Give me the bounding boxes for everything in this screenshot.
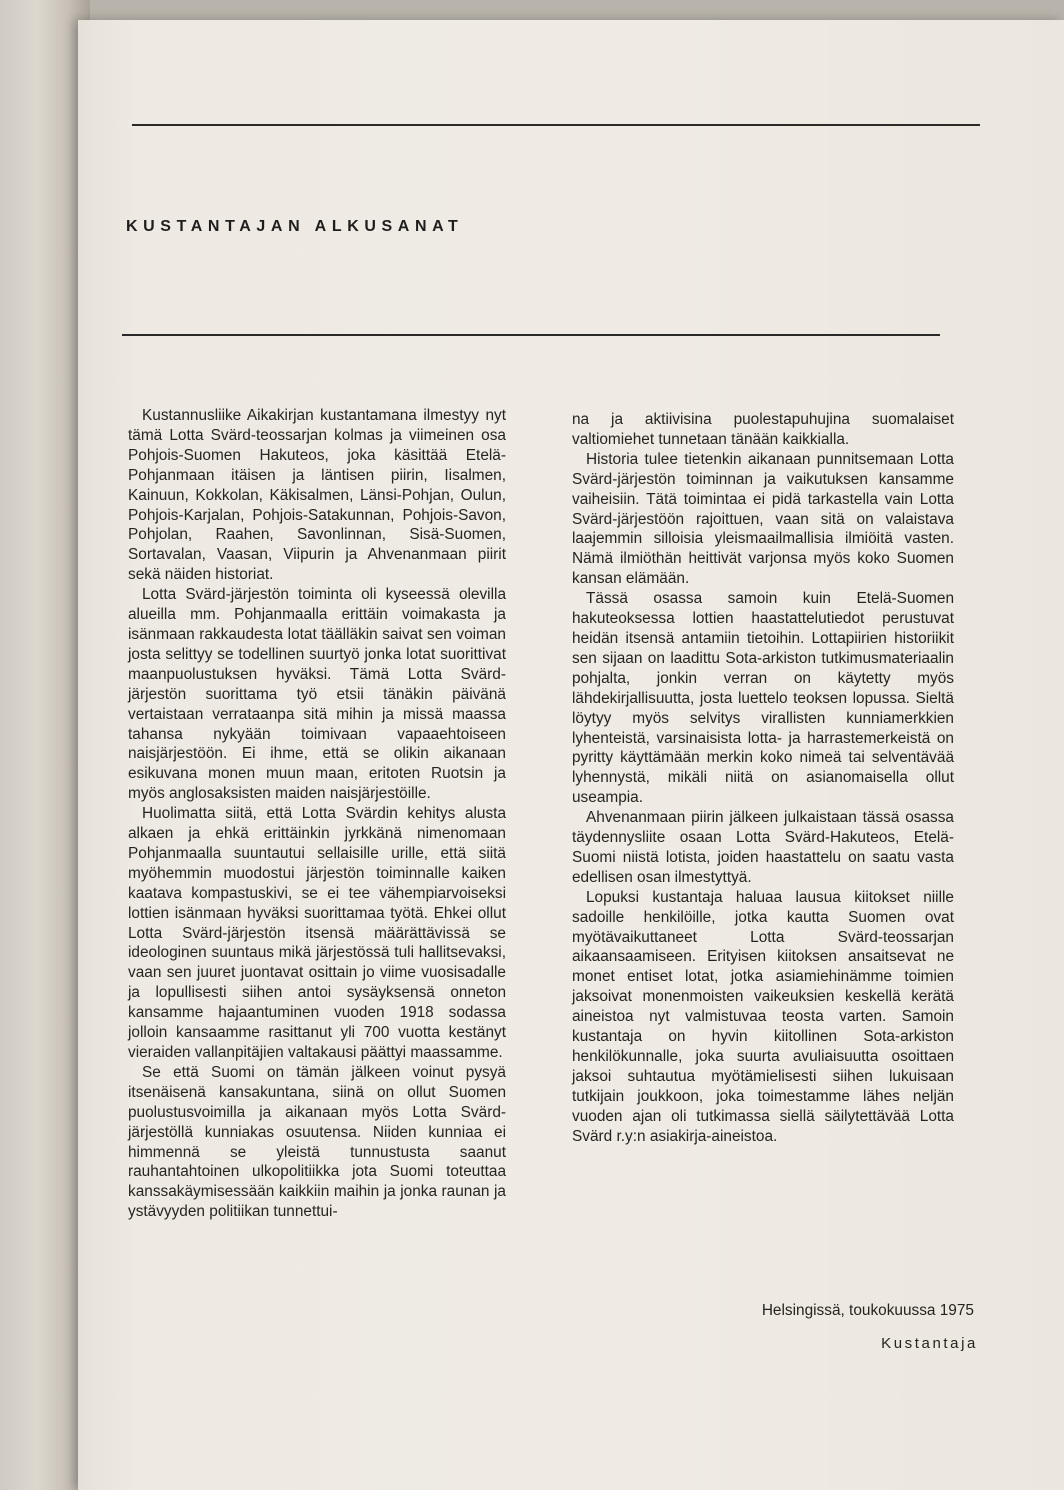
paragraph: Ahvenanmaan piirin jälkeen julkaistaan tässä osassa täydennysliite osaan Lotta Svärd-Hakuteos, Etelä-Suomi niistä lotista, joiden haastattelu on saatu vasta edellisen osan ilmestyttyä. — [572, 809, 954, 886]
paragraph: Huolimatta siitä, että Lotta Svärdin kehitys alusta alkaen ja ehkä erittäinkin jyrkkänä nimenomaan Pohjanmaalla suuntautui sellaisille urille, että siitä myöhemmin muodostui järjestön toiminnalle kaiken kaatava kompastuskivi, se ei tee vähempiarvoiseksi lottien isänmaan hyväksi suorittamaa työtä. Ehkei ollut Lotta Svärd-järjestön itsensä määrättävissä se ideologinen suuntaus mikä järjestössä tuli hallitsevaksi, vaan sen juuret juontavat osittain jo viime vuosisadalle ja lopullisesti siihen antoi sysäyksensä onneton kansamme hajaantuminen vuoden 1918 sodassa jolloin kansaamme rasittanut yli 700 vuotta kestänyt vieraiden vallanpitäjien valtakausi päättyi maassamme. — [128, 805, 506, 1061]
signature-place-date: Helsingissä, toukokuussa 1975 — [761, 1302, 974, 1319]
page-heading: KUSTANTAJAN ALKUSANAT — [126, 218, 464, 235]
paragraph: Tässä osassa samoin kuin Etelä-Suomen hakuteoksessa lottien haastattelutiedot perustuvat heidän itsensä antamiin tietoihin. Lottapiirien historiikit sen sijaan on laadittu Sota-arkiston tutkimusmateriaalin pohjalta, jonkin verran on käytetty myös lähdekirjallisuutta, josta luettelo teoksen lopussa. Sieltä löytyy myös selvitys virallisten kunniamerkkien lyhenteistä, varsinaisista lotta- ja harrastemerkeistä on pyritty käyttämään merkin koko nimeä tai selventävää lyhennystä, mikäli niitä on asianomaisella ollut useampia. — [572, 590, 954, 807]
right-column — [572, 410, 954, 1147]
paragraph: Kustannusliike Aikakirjan kustantamana ilmestyy nyt tämä Lotta Svärd-teossarjan kolmas ja viimeinen osa Pohjois-Suomen Hakuteos, joka käsittää Etelä-Pohjanmaan itäisen ja läntisen piirin, Iisalmen, Kainuun, Kokkolan, Käkisalmen, Länsi-Pohjan, Oulun, Pohjois-Karjalan, Pohjois-Satakunnan, Pohjois-Savon, Pohjolan, Raahen, Savonlinnan, Sisä-Suomen, Sortavalan, Vaasan, Viipurin ja Ahvenanmaan piirit sekä näiden historiat. — [128, 407, 506, 584]
top-rule — [132, 124, 980, 126]
paragraph: na ja aktiivisina puolestapuhujina suomalaiset valtiomiehet tunnetaan tänään kaikkialla. — [572, 411, 954, 448]
bottom-rule — [122, 334, 940, 336]
paragraph: Lopuksi kustantaja haluaa lausua kiitokset niille sadoille henkilöille, jotka kautta Suomen ovat myötävaikuttaneet Lotta Svärd-teossarjan aikaansaamiseen. Erityisen kiitoksen ansaitsevat ne monet entiset lotat, jotka asiamiehinämme toimien jaksoivat monenmoisten vaikeuksien keskellä kerätä aineistoa nyt valmistuvaa teosta varten. Samoin kustantaja on hyvin kiitollinen Sota-arkiston henkilökunnalle, joka suurta avuliaisuutta osoittaen jaksoi suhtautua myötämielisesti siihen lukuisaan tutkijain joukkoon, joka toimestamme lähes neljän vuoden ajan oli tutkimassa siellä säilytettävää Lotta Svärd r.y:n asiakirja-aineistoa. — [572, 888, 954, 1145]
paragraph: Lotta Svärd-järjestön toiminta oli kyseessä olevilla alueilla mm. Pohjanmaalla erittäin voimakasta ja isänmaan rakkaudesta lotat täälläkin saivat sen voiman josta selittyy se todellinen suurtyö jonka lotat suorittivat maanpuolustuksen hyväksi. Tämä Lotta Svärd-järjestön suorittama työ etsii tänäkin päivänä vertaistaan verrataanpa sitä mihin ja missä maassa tahansa nykyään toimivaan vapaaehtoiseen naisjärjestöön. Ei ihme, että se olikin aikanaan esikuvana monen muun maan, eritoten Ruotsin ja myös anglosaksisten maiden naisjärjestöille. — [128, 586, 506, 803]
book-spine — [0, 0, 90, 1490]
left-column — [128, 406, 506, 1222]
signature-name: Kustantaja — [881, 1335, 978, 1352]
book-page — [78, 20, 1064, 1490]
paragraph: Se että Suomi on tämän jälkeen voinut pysyä itsenäisenä kansakuntana, siinä on ollut Suomen puolustusvoimilla ja aikanaan myös Lotta Svärd-järjestöllä kunniakas osuutensa. Niiden kunniaa ei himmennä se yleistä tunnustusta saanut rauhantahtoinen ulkopolitiikka jota Suomi toteuttaa kanssakäymisessään kaikkiin maihin ja jonka raunan ja ystävyyden politiikan tunnettui- — [128, 1063, 506, 1221]
paragraph: Historia tulee tietenkin aikanaan punnitsemaan Lotta Svärd-järjestön toiminnan ja vaikutuksen kansamme vaiheisiin. Tätä toimintaa ei pidä tarkastella vain Lotta Svärd-järjestöön rajoittuen, vaan sitä on valaistava laajemmin silloisia yleismaailmallisia ilmiöitä vasten. Nämä ilmiöthän heittivät varjonsa myös koko Suomen kansan elämään. — [572, 450, 954, 588]
